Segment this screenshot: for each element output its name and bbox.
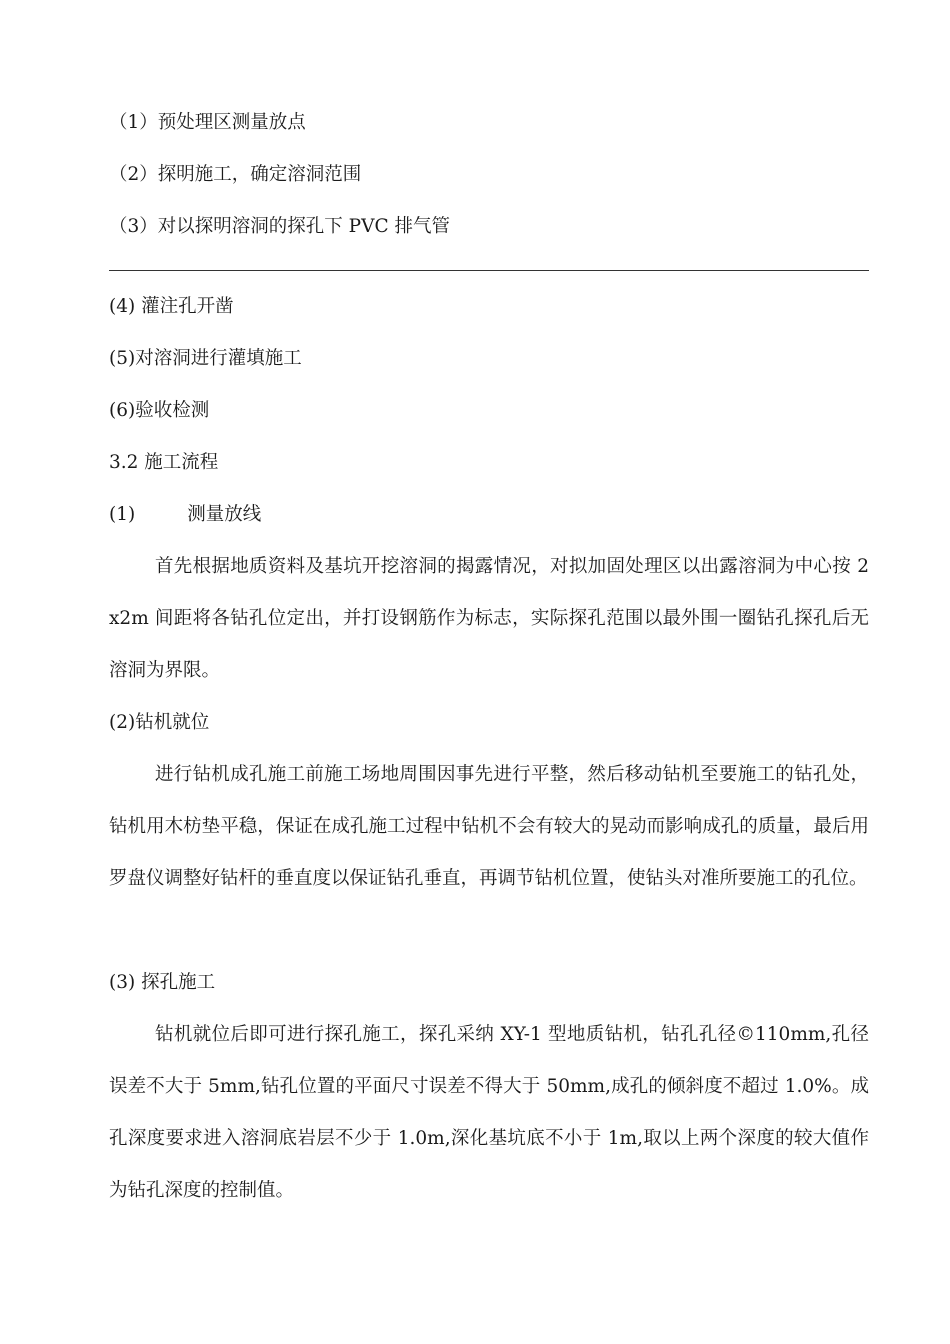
step-2-heading: (2)钻机就位	[109, 712, 210, 733]
step-1-paragraph: 首先根据地质资料及基坑开挖溶洞的揭露情况，对拟加固处理区以出露溶洞为中心按 2 x2m 间距将各钻孔位定出，并打设钢筋作为标志，实际探孔范围以最外围一圈钻孔探孔后无溶洞为界限。	[109, 556, 869, 681]
list-item: (4) 灌注孔开凿	[109, 296, 234, 317]
list-item: （1）预处理区测量放点	[109, 112, 306, 133]
section-heading: 3.2 施工流程	[109, 452, 219, 473]
step-1-title: 测量放线	[187, 504, 262, 525]
step-1-heading	[109, 502, 261, 528]
step-3-heading: (3) 探孔施工	[109, 972, 216, 993]
step-1-number: (1)	[109, 504, 136, 525]
horizontal-divider	[109, 270, 869, 271]
list-item: （2）探明施工，确定溶洞范围	[109, 164, 362, 185]
list-item: (5)对溶洞进行灌填施工	[109, 348, 302, 369]
step-2-paragraph: 进行钻机成孔施工前施工场地周围因事先进行平整，然后移动钻机至要施工的钻孔处，钻机用木枋垫平稳，保证在成孔施工过程中钻机不会有较大的晃动而影响成孔的质量，最后用罗盘仪调整好钻杆的垂直度以保证钻孔垂直，再调节钻机位置，使钻头对准所要施工的孔位。	[109, 764, 869, 889]
list-item: （3）对以探明溶洞的探孔下 PVC 排气管	[109, 216, 450, 237]
list-item: (6)验收检测	[109, 400, 210, 421]
step-3-paragraph: 钻机就位后即可进行探孔施工，探孔采纳 XY-1 型地质钻机，钻孔孔径©110mm,孔径误差不大于 5mm,钻孔位置的平面尺寸误差不得大于 50mm,成孔的倾斜度不超过 1.0%。成孔深度要求进入溶洞底岩层不少于 1.0m,深化基坑底不小于 1m,取以上两个深度的较大值作为钻孔深度的控制值。	[109, 1024, 869, 1201]
